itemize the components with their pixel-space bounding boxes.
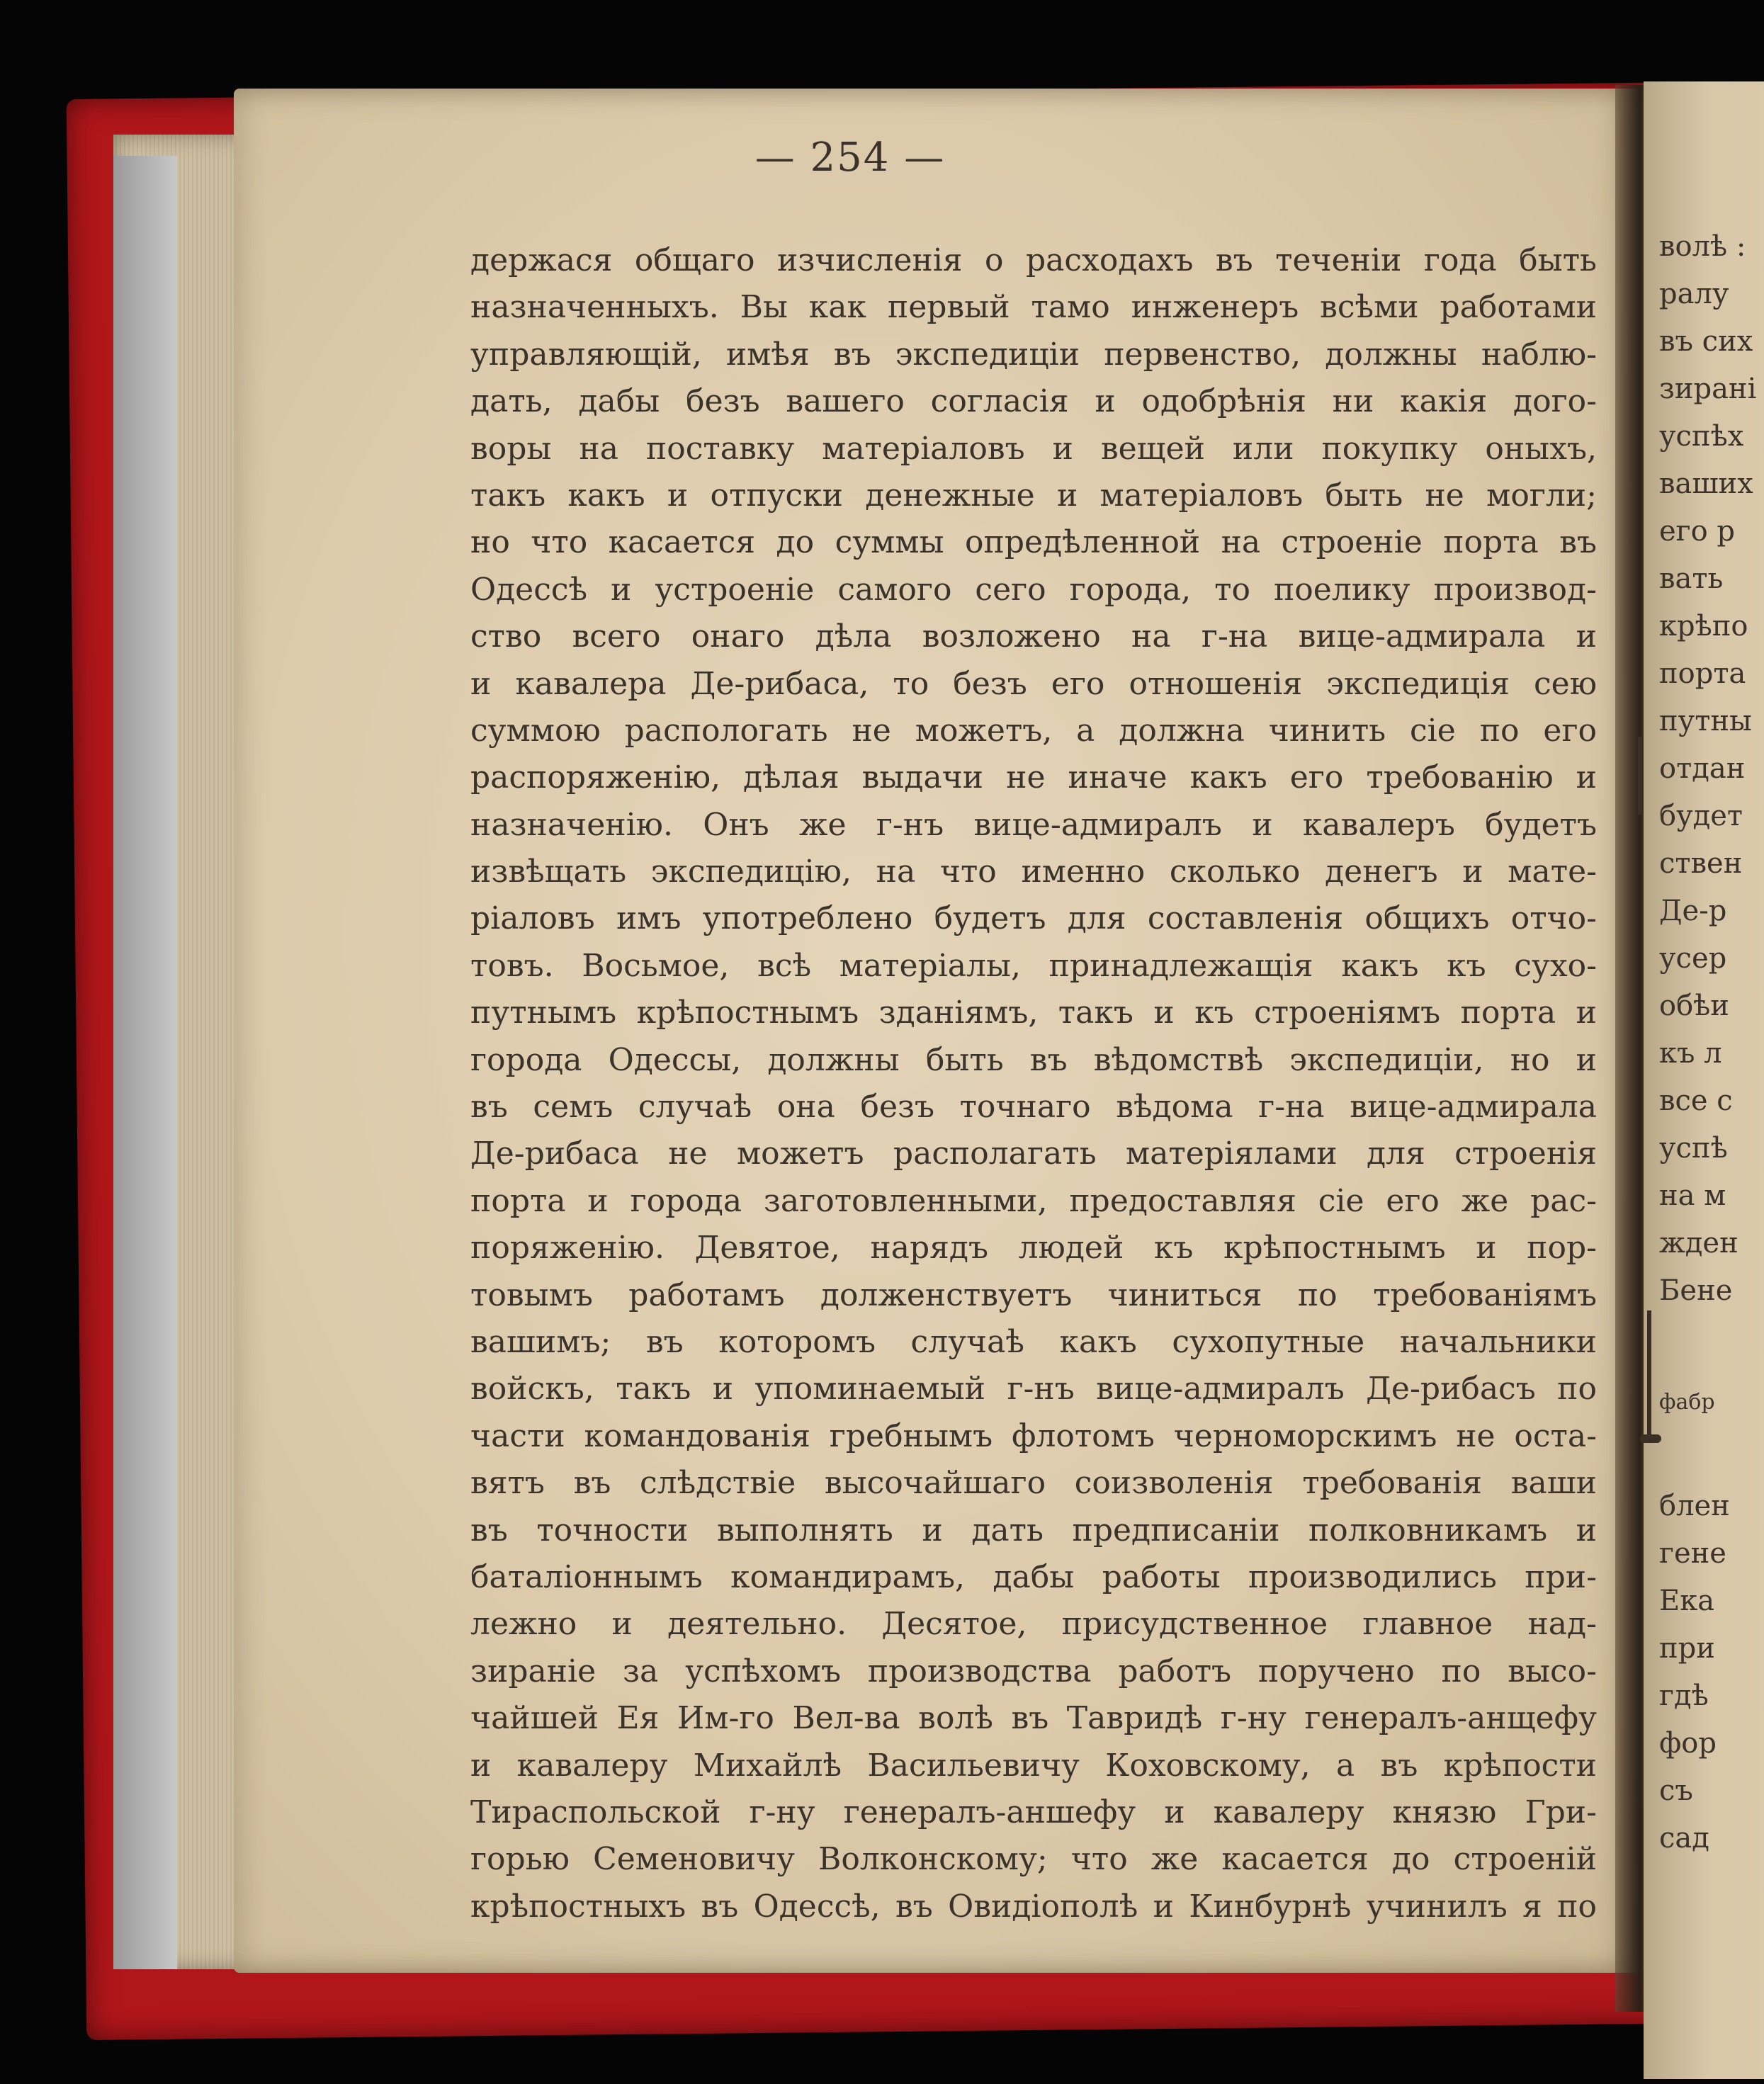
adjacent-text-line: зирані — [1659, 373, 1757, 405]
adjacent-text-line: въ сих — [1659, 325, 1753, 358]
text-line: путнымъ крѣпостнымъ зданіямъ, такъ и къ строеніямъ порта и — [470, 995, 1597, 1031]
adjacent-text-line: при — [1659, 1632, 1715, 1665]
text-line: но что касается до суммы опредѣленной на строеніе порта въ — [470, 524, 1597, 561]
text-line: поряженію. Девятое, нарядъ людей къ крѣпостнымъ и пор- — [470, 1230, 1597, 1267]
adjacent-text-line: ралу — [1659, 278, 1729, 310]
adjacent-text-line: волѣ : — [1659, 230, 1746, 263]
adjacent-text-line: фор — [1659, 1727, 1717, 1760]
adjacent-text-line: сад — [1659, 1822, 1709, 1854]
text-line: войскъ, такъ и упоминаемый г-нъ вице-адмиралъ Де-рибасъ по — [470, 1371, 1597, 1408]
adjacent-text-line: успѣ — [1659, 1132, 1728, 1165]
text-line: управляющій, имѣя въ экспедиціи первенство, должны наблю- — [470, 336, 1597, 373]
adjacent-text-line: блен — [1659, 1490, 1730, 1522]
text-line: порта и города заготовленными, предоставляя сіе его же рас- — [470, 1182, 1597, 1219]
adjacent-text-line: гдѣ — [1659, 1680, 1709, 1712]
adjacent-text-line: вашиx — [1659, 468, 1753, 500]
text-line: суммою распологать не можетъ, а должна чинить сіе по его — [470, 712, 1597, 749]
margin-hook-mark — [1640, 1434, 1661, 1443]
text-line: назначенію. Онъ же г-нъ вице-адмиралъ и кавалеръ будетъ — [470, 806, 1597, 843]
adjacent-spacer — [1659, 1315, 1764, 1378]
text-line: назначенныхъ. Вы как первый тамо инженеръ всѣми работами — [470, 289, 1597, 326]
adjacent-text-line: путны — [1659, 705, 1752, 737]
text-line: баталіоннымъ командирамъ, дабы работы производились при- — [470, 1558, 1597, 1595]
right-page — [1644, 81, 1764, 2079]
text-line: товъ. Восьмое, всѣ матеріалы, принадлежащія какъ къ сухо- — [470, 947, 1597, 984]
text-line: ство всего онаго дѣла возложено на г-на вице-адмирала и — [470, 618, 1597, 655]
adjacent-text-line: порта — [1659, 657, 1746, 690]
text-line: и кавалера Де-рибаса, то безъ его отношенія экспедиція сею — [470, 665, 1597, 702]
adjacent-text-line: будет — [1659, 800, 1743, 832]
adjacent-text-line: успѣх — [1659, 420, 1744, 453]
text-line: извѣщать экспедицію, на что именно сколько денегъ и мате- — [470, 854, 1597, 890]
adjacent-text-line: Де-р — [1659, 895, 1727, 927]
adjacent-text-line: Бене — [1659, 1274, 1733, 1307]
adjacent-text-line: ствен — [1659, 847, 1743, 880]
adjacent-text-line: вать — [1659, 562, 1724, 595]
adjacent-text-line: обѣи — [1659, 990, 1729, 1022]
text-line: крѣпостныхъ въ Одессѣ, въ Овидіополѣ и Кинбурнѣ учинилъ я по — [470, 1888, 1597, 1925]
text-line: горью Семеновичу Волконскому; что же касается до строеній — [470, 1841, 1597, 1878]
text-line: вятъ въ слѣдствіе высочайшаго соизволенія требованія ваши — [470, 1465, 1597, 1502]
adjacent-text-line: съ — [1659, 1774, 1693, 1807]
text-line: Тираспольской г-ну генералъ-аншефу и кавалеру князю Гри- — [470, 1794, 1597, 1830]
text-line: распоряженію, дѣлая выдачи не иначе какъ его требованію и — [470, 759, 1597, 796]
text-line: воры на поставку матеріаловъ и вещей или покупку оныхъ, — [470, 430, 1597, 467]
adjacent-text-line: все с — [1659, 1085, 1733, 1117]
page-number: — 254 — — [754, 135, 946, 181]
text-line: держася общаго изчисленія о расходахъ въ теченіи года быть — [470, 242, 1597, 278]
adjacent-text-line: отдан — [1659, 752, 1746, 785]
adjacent-text-line: жден — [1659, 1227, 1738, 1259]
adjacent-text-line: къ л — [1659, 1037, 1722, 1070]
text-line: города Одессы, должны быть въ вѣдомствѣ экспедиціи, но и — [470, 1041, 1597, 1078]
adjacent-text-line: его р — [1659, 515, 1736, 548]
adjacent-text-line: крѣпо — [1659, 610, 1748, 642]
text-line: товымъ работамъ долженствуетъ чиниться по требованіямъ — [470, 1276, 1597, 1313]
adjacent-text-line: усер — [1659, 942, 1727, 975]
adjacent-text-line: гене — [1659, 1537, 1726, 1570]
text-line: такъ какъ и отпуски денежные и матеріаловъ быть не могли; — [470, 477, 1597, 514]
text-line: ріаловъ имъ употреблено будетъ для составленія общихъ отчо- — [470, 900, 1597, 937]
adjacent-text-line: на м — [1659, 1179, 1726, 1212]
text-line: вашимъ; въ которомъ случаѣ какъ сухопутные начальники — [470, 1323, 1597, 1360]
text-line: въ семъ случаѣ она безъ точнаго вѣдома г-на вице-адмирала — [470, 1089, 1597, 1126]
adjacent-spacer — [1659, 1426, 1764, 1483]
text-line: Де-рибаса не можетъ располагать матеріялами для строенія — [470, 1136, 1597, 1172]
margin-line-mark — [1638, 737, 1642, 815]
text-line: дать, дабы безъ вашего согласія и одобрѣнія ни какія дого- — [470, 383, 1597, 420]
text-line: и кавалеру Михайлѣ Васильевичу Коховскому, а въ крѣпости — [470, 1747, 1597, 1784]
text-line: части командованія гребнымъ флотомъ черноморскимъ не оста- — [470, 1417, 1597, 1454]
text-line: лежно и деятельно. Десятое, присудственное главное над- — [470, 1606, 1597, 1643]
text-line: зираніе за успѣхомъ производства работъ поручено по высо- — [470, 1653, 1597, 1689]
page-edges-shadow — [113, 156, 177, 1969]
margin-bracket-mark — [1647, 1310, 1651, 1438]
adjacent-caption: фабр — [1659, 1390, 1715, 1415]
text-line: чайшей Ея Им-го Вел-ва волѣ въ Тавридѣ г-ну генералъ-анщефу — [470, 1700, 1597, 1737]
right-page-text — [1659, 223, 1764, 1862]
text-line: въ точности выполнять и дать предписаніи полковникамъ и — [470, 1512, 1597, 1548]
text-line: Одессѣ и устроеніе самого сего города, то поелику производ- — [470, 571, 1597, 608]
page-text — [470, 237, 1597, 1930]
adjacent-text-line: Ека — [1659, 1585, 1715, 1617]
